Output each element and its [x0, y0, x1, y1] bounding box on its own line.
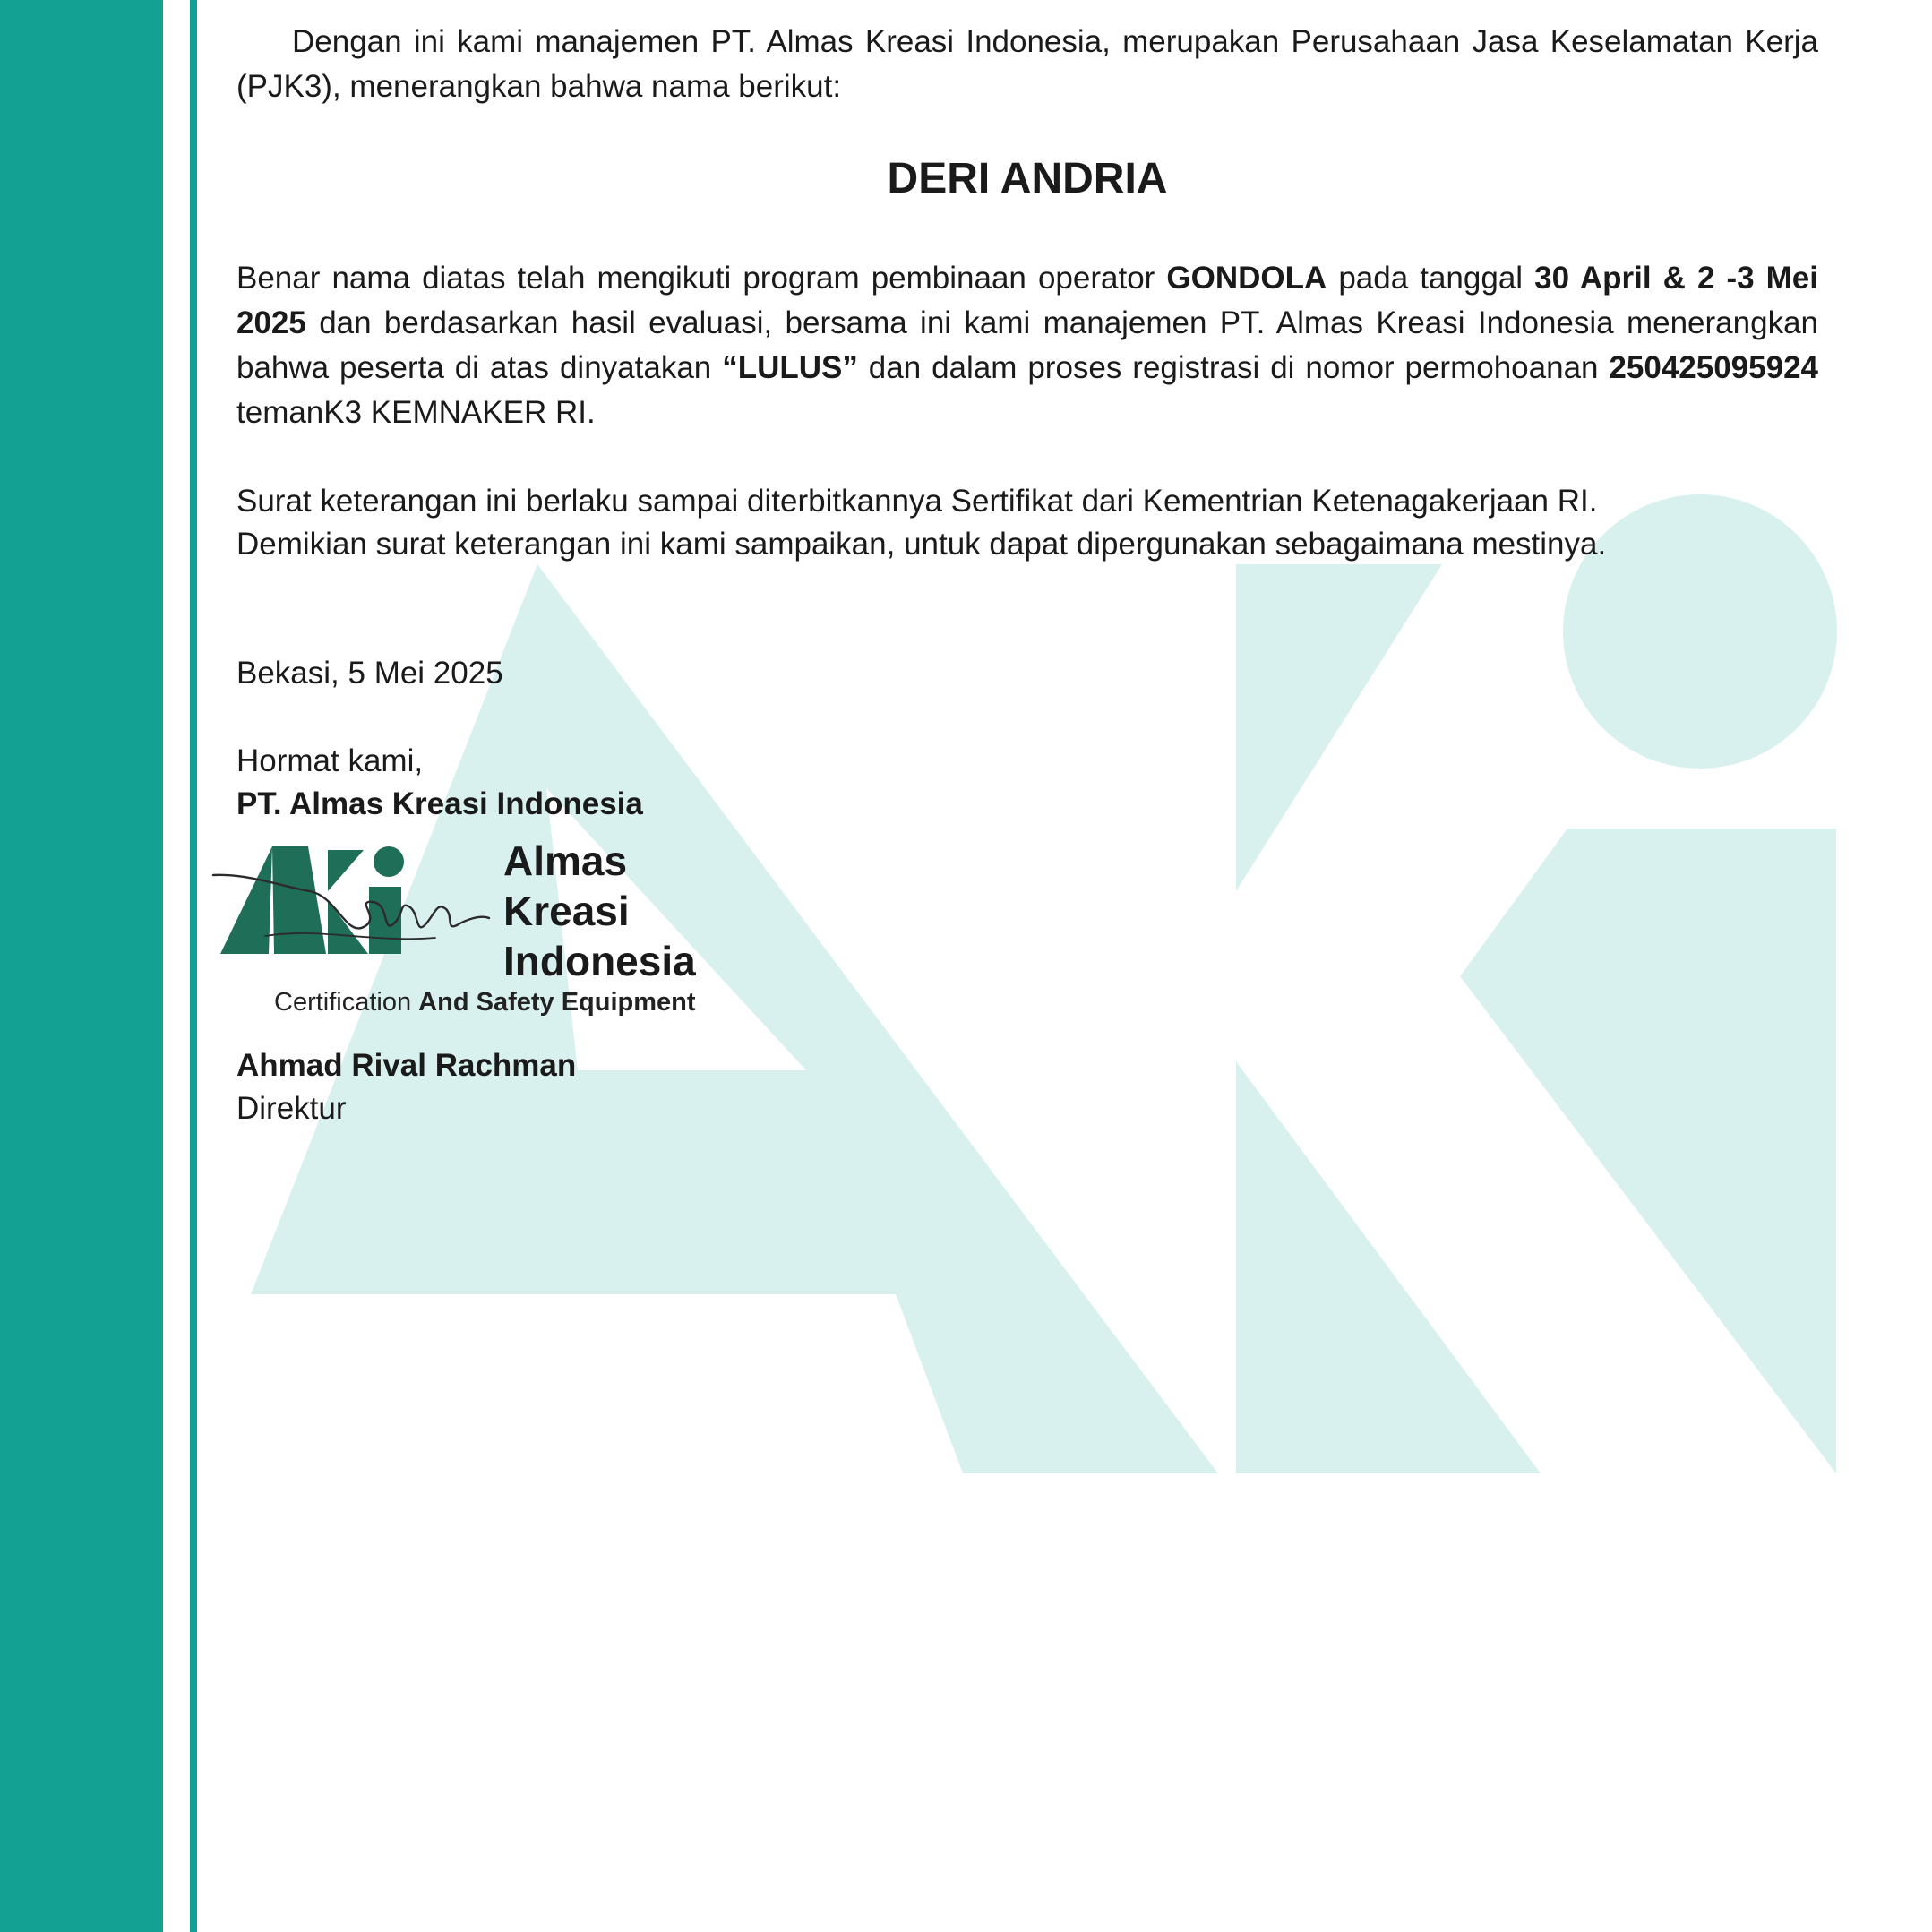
logo-tagline: [274, 988, 696, 1018]
training-dates: 30 April & 2 -3 Mei 2025: [236, 261, 1818, 340]
watermark-k-lower: [1236, 1061, 1541, 1473]
intro-line-2: (PJK3), menerangkan bahwa nama berikut:: [236, 69, 842, 104]
recipient-name: DERI ANDRIA: [887, 155, 1168, 202]
application-number: 250425095924: [1609, 350, 1819, 385]
body-text-2: pada tanggal: [1327, 261, 1535, 296]
logo-text-almas: Almas: [503, 837, 628, 884]
company-stamp-logo: [211, 837, 713, 1026]
body-text-4: dan dalam proses registrasi di nomor permohoanan: [857, 350, 1610, 385]
logo-text-indonesia: Indonesia: [503, 938, 696, 984]
signatory-name: Ahmad Rival Rachman: [236, 1048, 577, 1083]
validity-line-1: Surat keterangan ini berlaku sampai diterbitkannya Sertifikat dari Kementrian Ketenagakerjaan RI.: [236, 484, 1598, 519]
logo-tagline-bold: And Safety Equipment: [418, 988, 696, 1017]
watermark-k-arm: [1460, 829, 1836, 1473]
signature-scribble: [211, 837, 516, 981]
signatory-title: Direktur: [236, 1091, 347, 1126]
place-date: Bekasi, 5 Mei 2025: [236, 656, 503, 691]
closing-greeting: Hormat kami,: [236, 743, 424, 778]
body-text-1: Benar nama diatas telah mengikuti program pembinaan operator: [236, 261, 1167, 296]
closing-company: PT. Almas Kreasi Indonesia: [236, 786, 643, 821]
logo-text-kreasi: Kreasi: [503, 888, 630, 934]
intro-paragraph: [236, 20, 1818, 109]
logo-tagline-light: Certification: [274, 988, 419, 1017]
intro-line-1: Dengan ini kami manajemen PT. Almas Kreasi Indonesia, merupakan Perusahaan Jasa Keselamatan Kerja: [292, 24, 1818, 59]
body-text-3: dan berdasarkan hasil evaluasi, bersama ini kami manajemen PT. Almas Kreasi Indonesia menerangkan bahwa peserta di atas dinyatakan: [236, 305, 1818, 385]
validity-line-2: Demikian surat keterangan ini kami sampaikan, untuk dapat dipergunakan sebagaimana mestinya.: [236, 527, 1607, 562]
body-text-5: temanK3 KEMNAKER RI.: [236, 395, 596, 430]
program-name: GONDOLA: [1166, 261, 1327, 296]
result-status: “LULUS”: [722, 350, 858, 385]
body-paragraph: [236, 256, 1818, 435]
watermark-k-stem: [1236, 564, 1442, 891]
